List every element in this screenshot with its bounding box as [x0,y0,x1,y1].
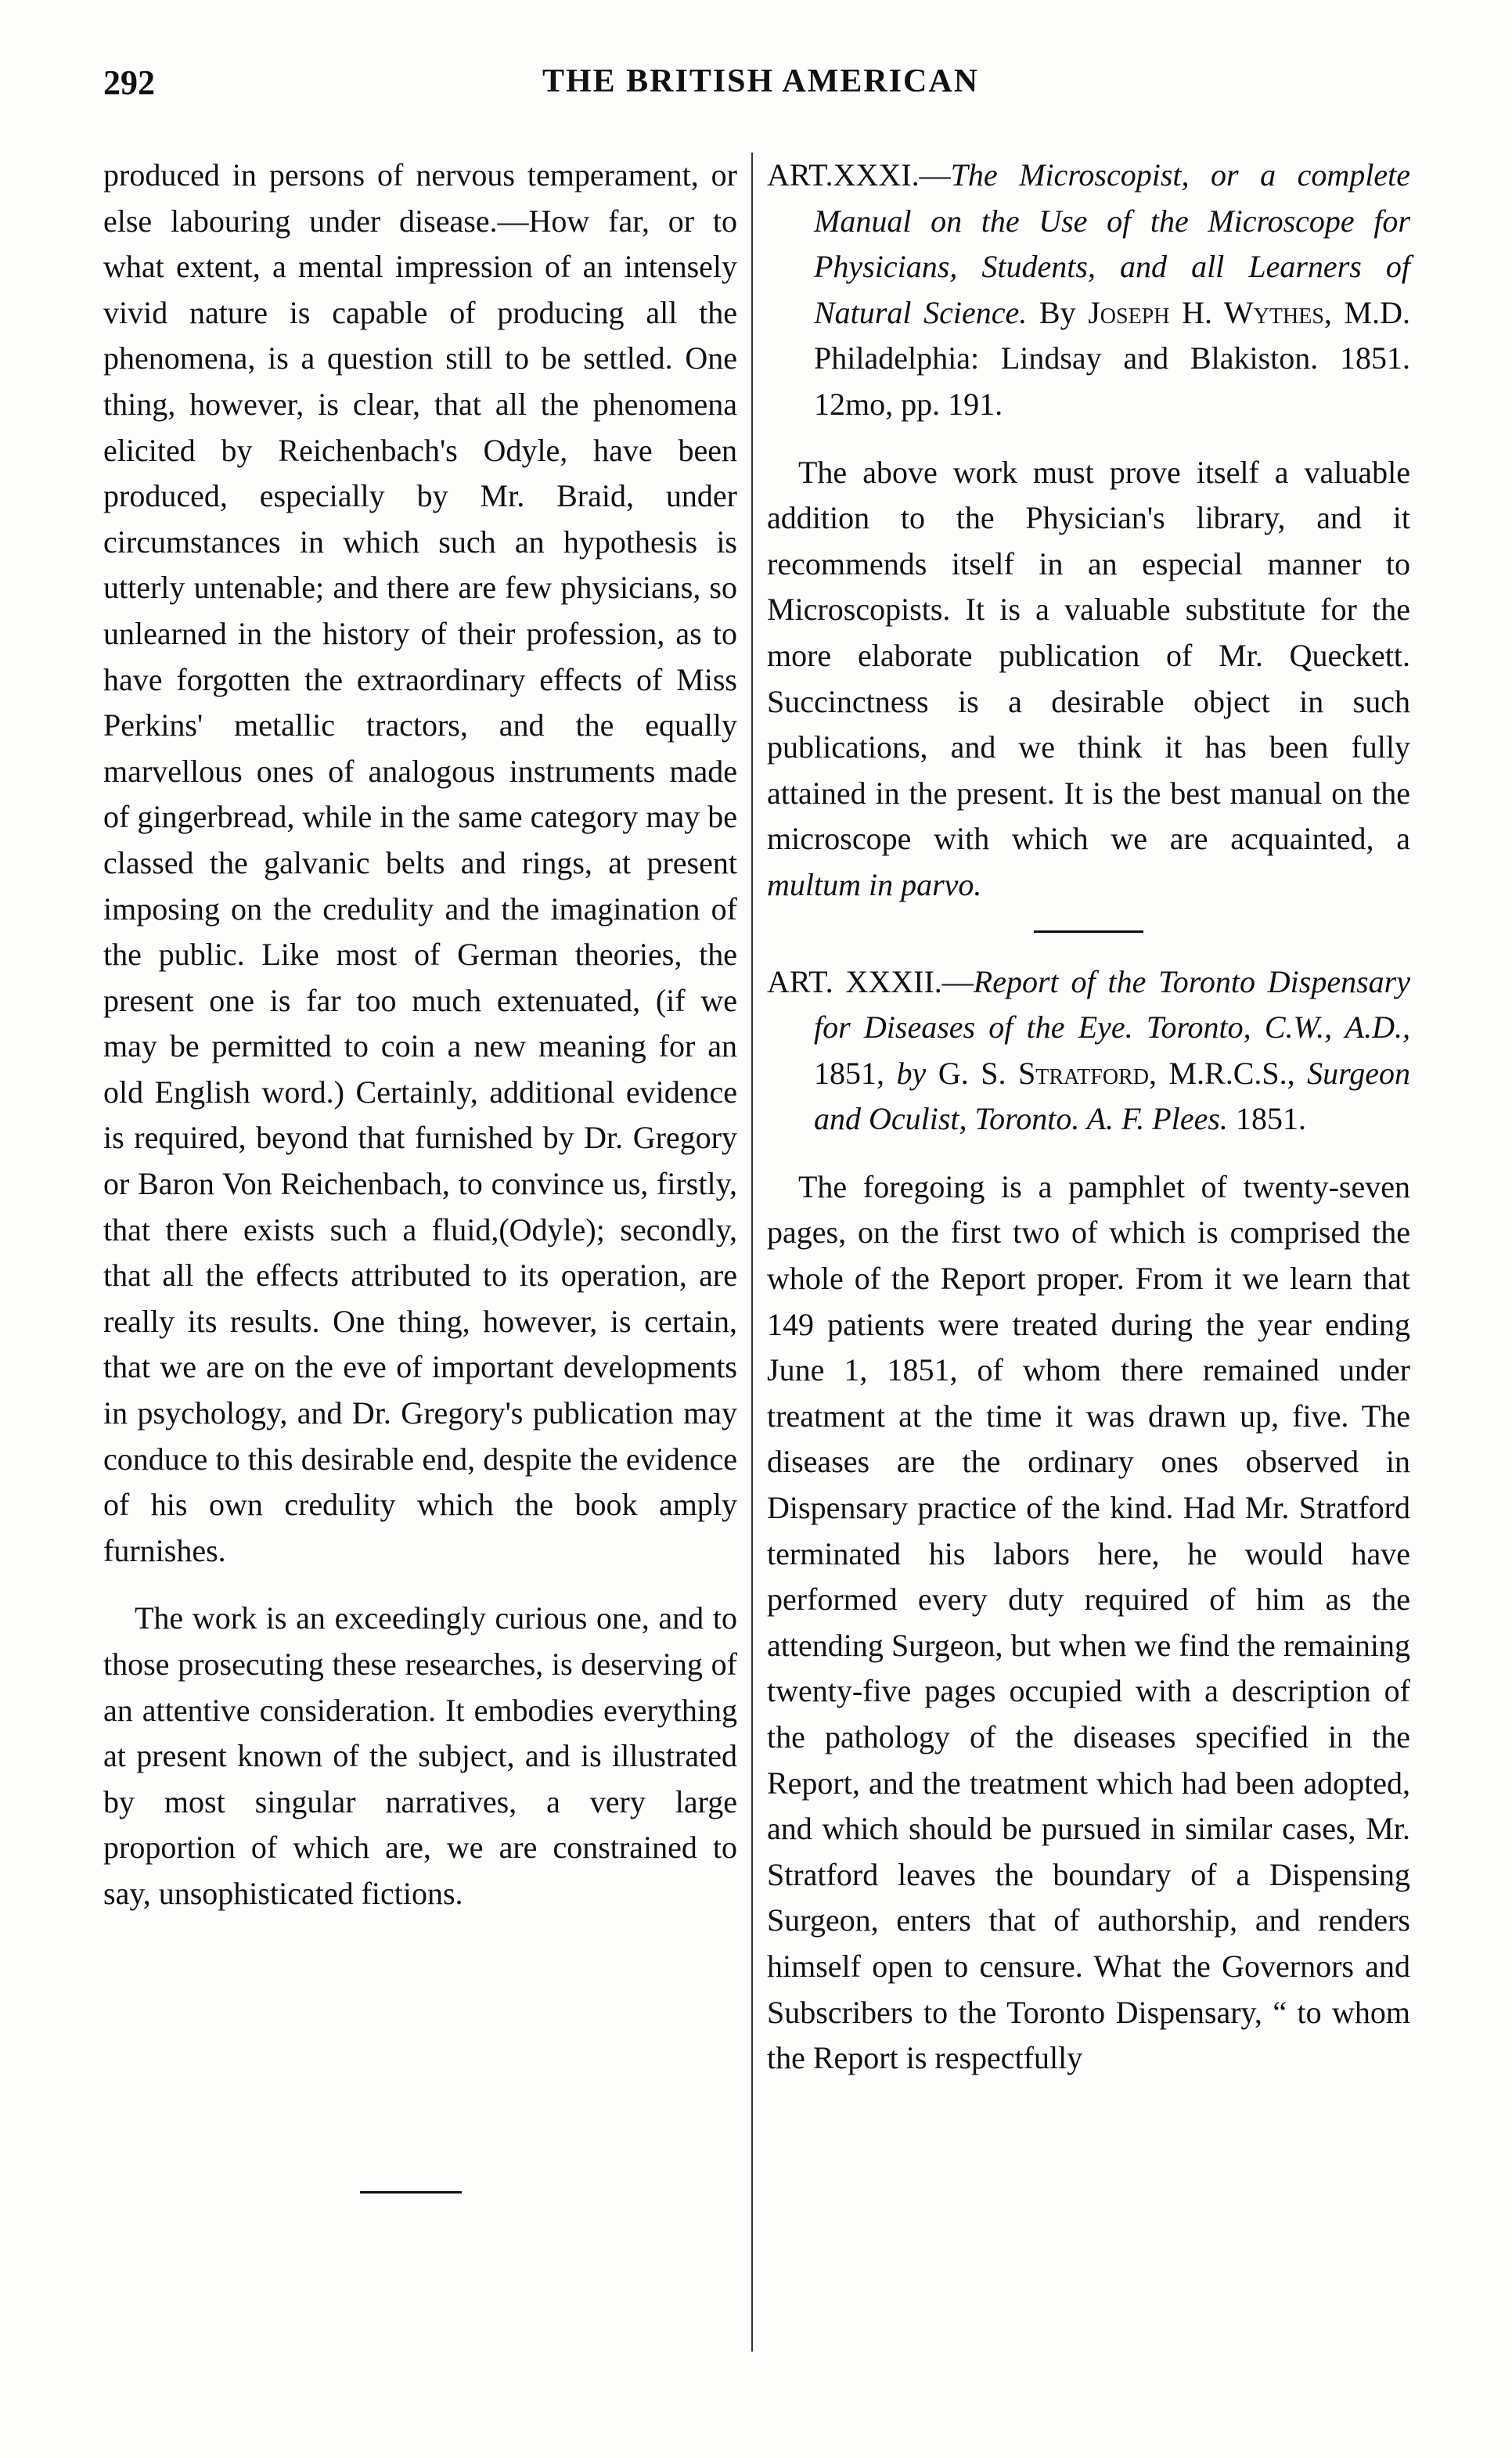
article-31-imprint: Philadelphia: Lindsay and Blakiston. 1851. 12mo, pp. 191. [814,340,1410,422]
article-32-year-2: 1851. [1235,1101,1306,1137]
column-divider [751,153,753,2352]
left-column [103,153,737,1917]
article-32-title-2: Surgeon and Oculist, Toronto. A. F. Plees. [814,1055,1411,1137]
article-31-heading [767,153,1410,428]
article-31-review-italic: multum in parvo. [767,866,982,902]
article-32-heading [767,959,1410,1143]
article-31-review [767,450,1410,909]
running-title: THE BRITISH AMERICAN [542,63,980,99]
article-32-label: ART. XXXII.— [767,963,974,999]
article-31-review-text: The above work must prove itself a valuable addition to the Physician's library, and it recommends itself in an especial manner to Microscopists. It is a valuable substitute for the more elaborate publication of Mr. Queckett. Succinctness is a desirable object in such publications, and we think it has been fully attained in the present. It is the best manual on the microscope with which we are acquainted, a [767,454,1410,857]
right-column [767,153,1410,2082]
article-32-year: 1851, [814,1055,884,1091]
article-32-author: G. S. Stratford, M.R.C.S., [938,1055,1295,1091]
left-section-rule [360,2191,462,2193]
left-paragraph-1: produced in persons of nervous temperament, or else labouring under disease.—How far, or to what extent, a mental impression of an intensely vivid nature is capable of producing all the phenomena, is a question still to be settled. One thing, however, is clear, that all the phenomena elicited by Reichenbach's Odyle, have been produced, especially by Mr. Braid, under circumstances in which such an hypothesis is utterly untenable; and there are few physicians, so unlearned in the history of their profession, as to have forgotten the extraordinary effects of Miss Perkins' metallic tractors, and the equally marvellous ones of analogous instruments made of gingerbread, while in the same category may be classed the galvanic belts and rings, at present imposing on the credulity and the imagination of the public. Like most of German theories, the present one is far too much extenuated, (if we may be permitted to coin a new meaning for an old English word.) Certainly, additional evidence is required, beyond that furnished by Dr. Gregory or Baron Von Reichenbach, to convince us, firstly, that there exists such a fluid,(Odyle); secondly, that all the effects attributed to its operation, are really its results. One thing, however, is certain, that we are on the eve of important developments in psychology, and Dr. Gregory's publication may conduce to this desirable end, despite the evidence of his own credulity which the book amply furnishes. [103,157,737,1568]
left-paragraph-2: The work is an exceedingly curious one, and to those prosecuting these researches, is deserving of an attentive consideration. It embodies everything at present known of the subject, and is illustrated by most singular narratives, a very large proportion of which are, we are constrained to say, unsophisticated fictions. [103,1600,737,1911]
article-32-title: Report of the Toronto Dispensary for Diseases of the Eye. Toronto, C.W., A.D., [814,963,1410,1045]
article-31-author: Joseph H. Wythes, M.D. [1088,294,1410,330]
article-separator-rule [1034,930,1143,933]
page-header [103,63,1418,110]
article-31-by: By [1039,294,1076,330]
page-number: 292 [103,63,155,102]
article-32-by: by [896,1055,927,1091]
article-31-title: The Microscopist, or a complete Manual on the Use of the Microscope for Physicians, Students, and all Learners of Natural Science. [814,157,1410,330]
article-32-review: The foregoing is a pamphlet of twenty-seven pages, on the first two of which is comprised the whole of the Report proper. From it we learn that 149 patients were treated during the year ending June 1, 1851, of whom there remained under treatment at the time it was drawn up, five. The diseases are the ordinary ones observed in Dispensary practice of the kind. Had Mr. Stratford terminated his labors here, he would have performed every duty required of him as the attending Surgeon, but when we find the remaining twenty-five pages occupied with a description of the pathology of the diseases specified in the Report, and the treatment which had been adopted, and which should be pursued in similar cases, Mr. Stratford leaves the boundary of a Dispensing Surgeon, enters that of authorship, and renders himself open to censure. What the Governors and Subscribers to the Toronto Dispensary, “ to whom the Report is respectfully [767,1168,1410,2076]
article-31-label: ART.XXXI.— [767,157,951,193]
